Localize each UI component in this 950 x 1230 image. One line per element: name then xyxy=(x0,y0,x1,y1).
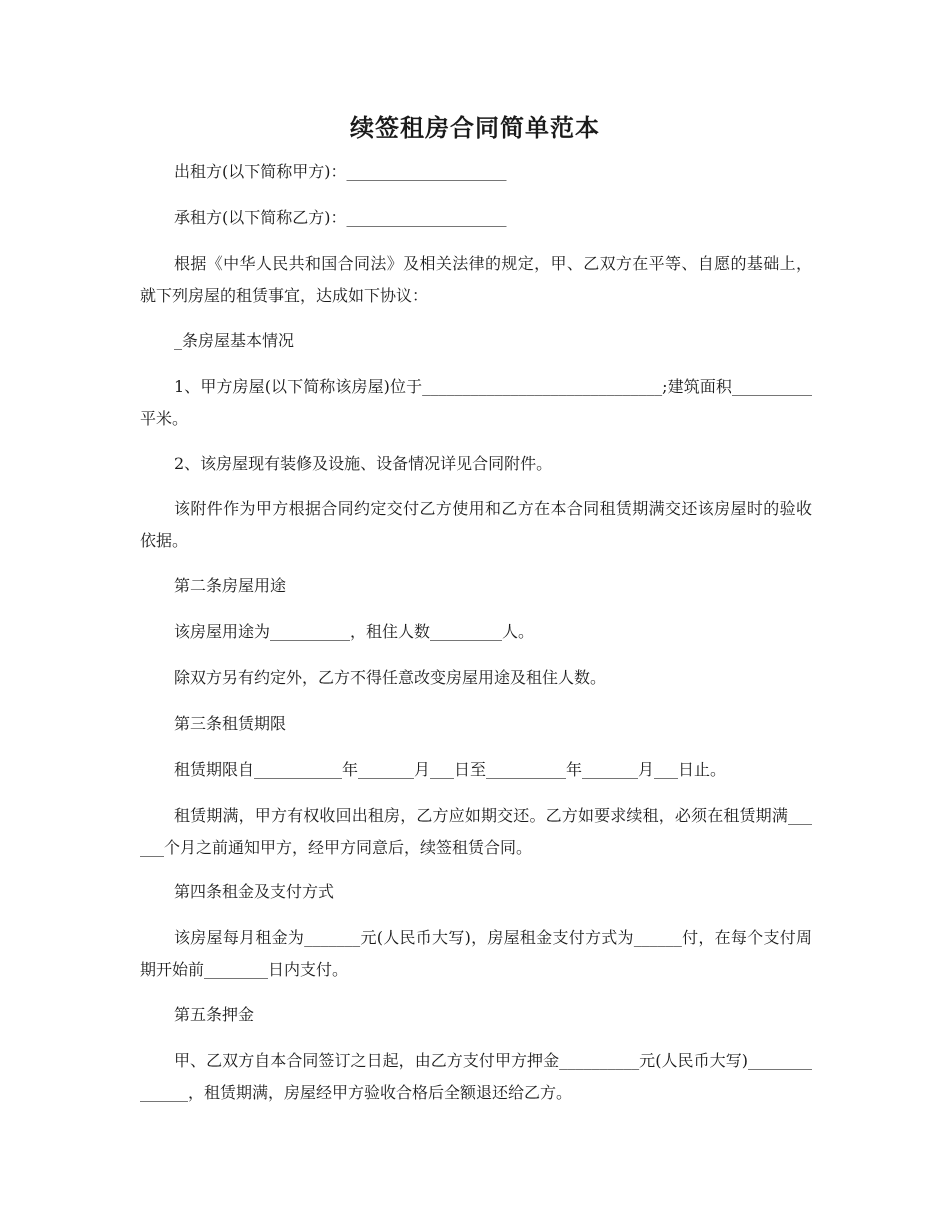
document-title: 续签租房合同简单范本 xyxy=(350,114,600,142)
heading-article-1: _条房屋基本情况 xyxy=(174,331,295,350)
heading-article-4: 第四条租金及支付方式 xyxy=(174,882,335,901)
paragraph-usage-restriction: 除双方另有约定外，乙方不得任意改变房屋用途及租住人数。 xyxy=(174,668,607,687)
paragraph-deposit: 甲、乙双方自本合同签订之日起，由乙方支付甲方押金__________元(人民币大写)______________，租赁期满，房屋经甲方验收合格后全额退还给乙方。 xyxy=(140,1051,812,1102)
paragraph-house-facilities: 2、该房屋现有装修及设施、设备情况详见合同附件。 xyxy=(174,454,553,473)
paragraph-attachment: 该附件作为甲方根据合同约定交付乙方使用和乙方在本合同租赁期满交还该房屋时的验收依据。 xyxy=(140,499,812,550)
heading-article-5: 第五条押金 xyxy=(174,1005,255,1024)
paragraph-renewal: 租赁期满，甲方有权收回出租房，乙方应如期交还。乙方如要求续租，必须在租赁期满______个月之前通知甲方，经甲方同意后，续签租赁合同。 xyxy=(140,806,812,857)
paragraph-lessor: 出租方(以下简称甲方)：____________________ xyxy=(174,162,507,181)
paragraph-house-usage: 该房屋用途为__________，租住人数_________人。 xyxy=(174,622,535,641)
paragraph-lessee: 承租方(以下简称乙方)：____________________ xyxy=(174,208,507,227)
paragraph-lease-term: 租赁期限自___________年_______月___日至__________年_______月___日止。 xyxy=(174,760,727,779)
paragraph-rent-payment: 该房屋每月租金为_______元(人民币大写)，房屋租金支付方式为______付，在每个支付周期开始前________日内支付。 xyxy=(140,928,812,979)
heading-article-3: 第三条租赁期限 xyxy=(174,714,287,733)
paragraph-preamble: 根据《中华人民共和国合同法》及相关法律的规定，甲、乙双方在平等、自愿的基础上，就下列房屋的租赁事宜，达成如下协议： xyxy=(140,254,812,305)
paragraph-house-location: 1、甲方房屋(以下简称该房屋)位于______________________________;建筑面积__________平米。 xyxy=(140,377,812,428)
heading-article-2: 第二条房屋用途 xyxy=(174,576,287,595)
